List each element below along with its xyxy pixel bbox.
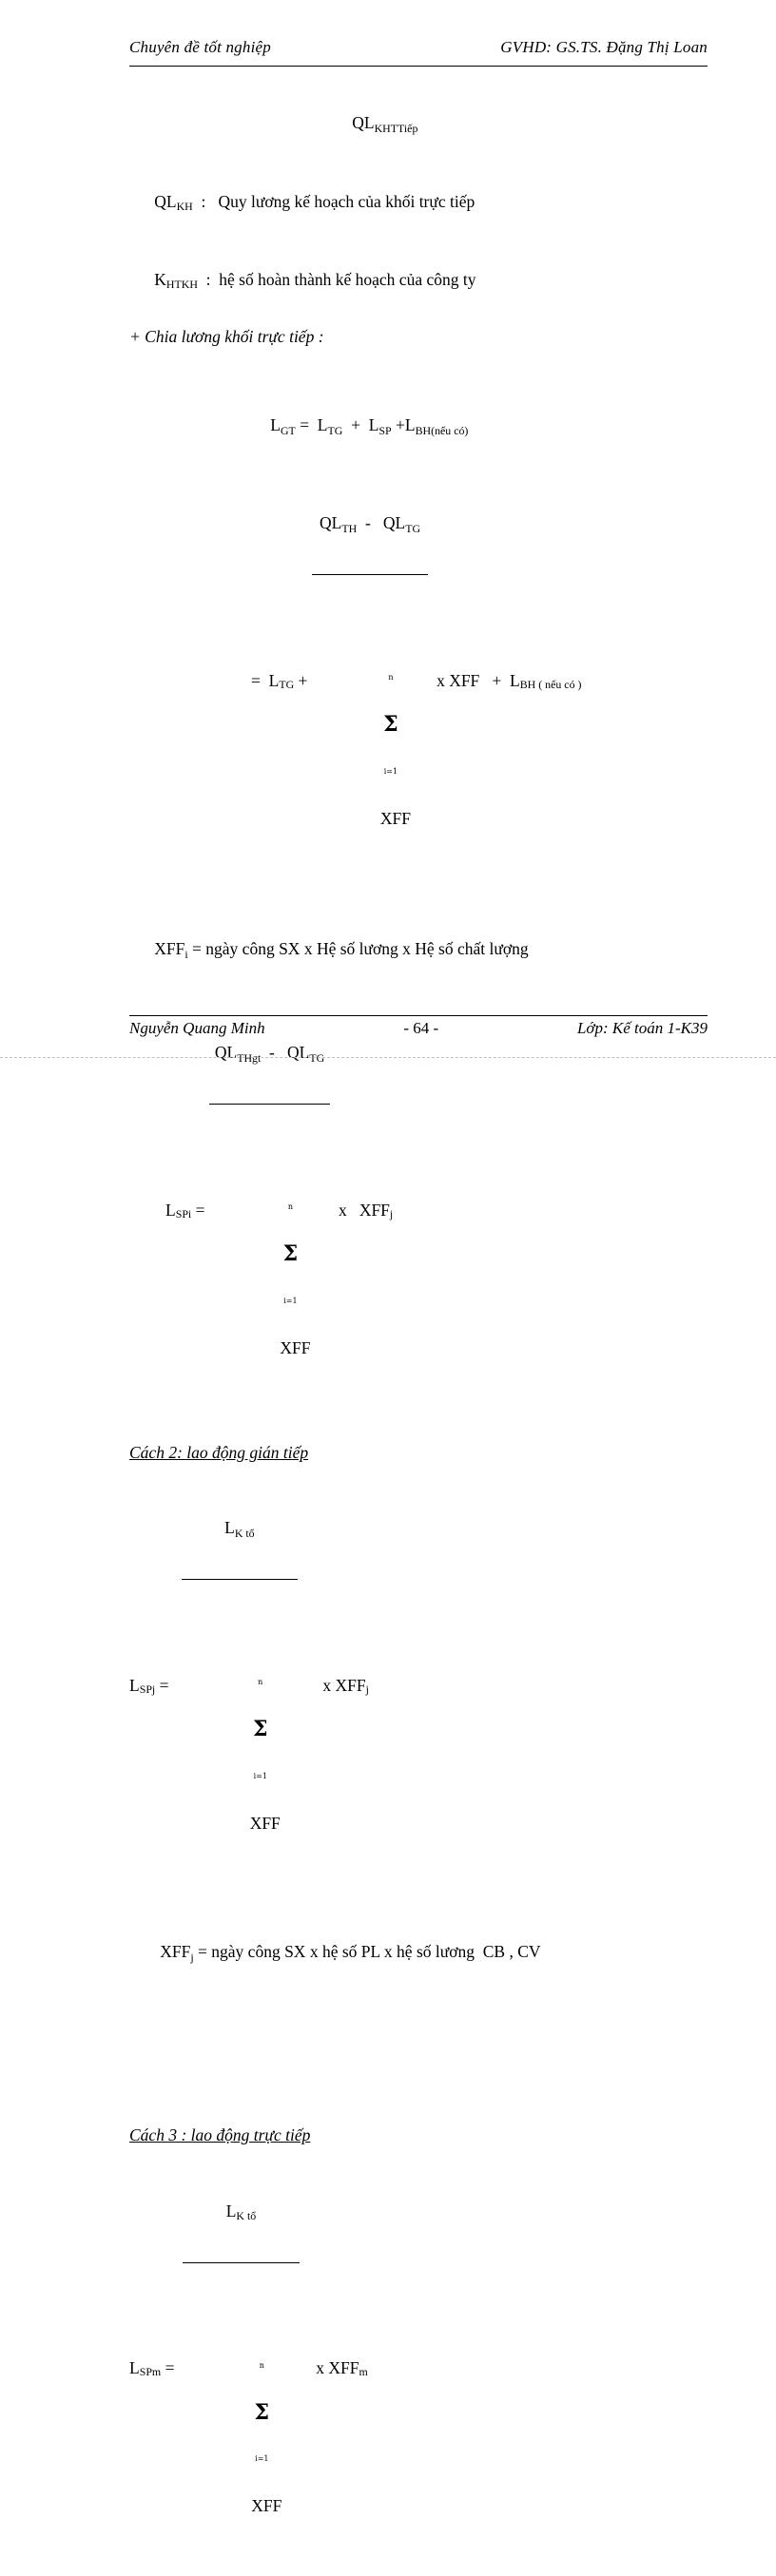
equation2-tg-sub: TG bbox=[279, 677, 295, 691]
equation2-numerator bbox=[312, 513, 429, 534]
sigma-glyph: Σ bbox=[254, 2399, 270, 2425]
equation5-fraction-bar bbox=[183, 2262, 300, 2263]
equation-lgt-lhs: L bbox=[270, 415, 281, 435]
equation4-tail: x XFF bbox=[298, 1676, 366, 1696]
equation5-fraction bbox=[183, 2162, 300, 2576]
equation-lspj bbox=[129, 1478, 708, 1894]
summation-upper-limit: n bbox=[287, 1201, 293, 1211]
header-divider bbox=[129, 66, 708, 67]
equation2-tail2: + L bbox=[479, 670, 520, 690]
equation4-lhs-sub: SPj bbox=[139, 1682, 156, 1696]
equation3-num-b-sub: TG bbox=[309, 1050, 325, 1065]
equation4-den-text: XFF bbox=[249, 1814, 281, 1834]
section-heading-chia-luong: + Chia lương khối trực tiếp : bbox=[129, 327, 324, 347]
sigma-glyph: Σ bbox=[252, 1717, 268, 1742]
definition-xffi-text: = ngày công SX x Hệ số lương x Hệ số chất lượng bbox=[187, 939, 529, 959]
definition-xffj bbox=[129, 1916, 708, 1989]
equation2-denominator bbox=[312, 615, 429, 849]
equation3-lhs-sub: SPi bbox=[175, 1206, 192, 1221]
equation5-denominator bbox=[183, 2303, 300, 2537]
equation3-denominator bbox=[209, 1144, 330, 1378]
definition-qlkh-text: : Quy lương kế hoạch của khối trực tiếp bbox=[192, 191, 475, 211]
summation-upper-limit: n bbox=[388, 672, 394, 682]
page-content bbox=[129, 38, 708, 2576]
page-footer bbox=[129, 1019, 708, 1038]
equation3-num-mid: - QL bbox=[261, 1042, 310, 1062]
equation3-tail: x XFF bbox=[330, 1200, 390, 1220]
footer-page-number: - 64 - bbox=[403, 1019, 439, 1037]
equation4-num-sub: K tổ bbox=[234, 1526, 255, 1540]
equation5-num-sub: K tổ bbox=[236, 2209, 257, 2223]
summation-lower-limit: i=1 bbox=[383, 766, 398, 776]
equation5-tail: x XFF bbox=[299, 2358, 359, 2378]
equation-lgt-tg-sub: TG bbox=[327, 423, 343, 437]
footer-divider bbox=[129, 1015, 708, 1016]
summation-upper-limit: n bbox=[258, 1678, 263, 1687]
equation-lgt-plus1: + L bbox=[342, 415, 379, 435]
equation2-fraction-bar bbox=[312, 574, 429, 575]
equation5-lhs: L bbox=[129, 2358, 140, 2378]
summation-icon bbox=[230, 2329, 294, 2497]
definition-khtkh-text: : hệ số hoàn thành kế hoạch của công ty bbox=[197, 269, 476, 289]
equation-lgt-expanded bbox=[129, 473, 708, 889]
header-right-text: GVHD: GS.TS. Đặng Thị Loan bbox=[500, 38, 708, 56]
section-heading-cach-2: Cách 2: lao động gián tiếp bbox=[129, 1442, 309, 1462]
summation-icon bbox=[228, 1645, 292, 1814]
equation-lgt-plus2: +L bbox=[391, 415, 416, 435]
definition-qlkh bbox=[129, 165, 708, 238]
equation4-fraction bbox=[182, 1478, 299, 1894]
equation5-numerator bbox=[183, 2201, 300, 2222]
equation-lgt-bh-sub: BH(nếu có) bbox=[415, 423, 469, 437]
equation5-lhs-sub: SPm bbox=[139, 2365, 162, 2379]
definition-khtkh-term: K bbox=[154, 269, 166, 289]
equation3-fraction bbox=[209, 1003, 330, 1418]
equation2-num-a: QL bbox=[320, 512, 342, 532]
summation-upper-limit: n bbox=[259, 2360, 264, 2370]
definition-xffj-sub: j bbox=[190, 1951, 194, 1965]
equation2-den-text: XFF bbox=[379, 808, 411, 828]
footer-class: Lớp: Kế toán 1-K39 bbox=[576, 1019, 708, 1037]
definition-qlkh-sub: KH bbox=[176, 200, 193, 214]
equation5-eq: = bbox=[161, 2358, 184, 2378]
equation3-lhs: L bbox=[165, 1200, 176, 1220]
definition-xffi bbox=[129, 913, 708, 986]
equation3-fraction-bar bbox=[209, 1104, 330, 1105]
equation3-num-a-sub: THgt bbox=[237, 1050, 262, 1065]
equation4-numerator bbox=[182, 1518, 299, 1539]
equation4-eq: = bbox=[155, 1676, 182, 1696]
equation4-tail-sub: j bbox=[365, 1682, 369, 1696]
definition-xffj-term: XFF bbox=[160, 1942, 191, 1962]
equation-lgt-eq: = L bbox=[295, 415, 328, 435]
definition-xffj-text: = ngày công SX x hệ số PL x hệ số lương CB , CV bbox=[193, 1942, 541, 1962]
summation-icon bbox=[259, 1170, 322, 1338]
equation4-fraction-bar bbox=[182, 1579, 299, 1580]
definition-khtkh-sub: HTKH bbox=[165, 278, 198, 292]
equation2-num-mid: - QL bbox=[357, 512, 406, 532]
equation2-tail2-sub: BH ( nếu có ) bbox=[519, 677, 582, 691]
equation5-tail-sub: m bbox=[359, 2365, 368, 2379]
equation2-num-b-sub: TG bbox=[405, 521, 421, 535]
section-heading-cach-3: Cách 3 : lao động trực tiếp bbox=[129, 2125, 311, 2145]
equation2-plus: + bbox=[294, 670, 312, 690]
equation-lspm bbox=[129, 2162, 708, 2576]
equation3-numerator bbox=[209, 1043, 330, 1064]
equation2-num-a-sub: TH bbox=[341, 521, 358, 535]
footer-author: Nguyễn Quang Minh bbox=[129, 1019, 265, 1037]
equation-lgt bbox=[129, 390, 708, 462]
formula-qlkhttiep-sub: KHTTiếp bbox=[374, 122, 418, 136]
formula-qlkhttiep bbox=[129, 87, 708, 160]
equation5-den-text: XFF bbox=[251, 2496, 282, 2516]
sigma-glyph: Σ bbox=[383, 711, 398, 737]
page-bottom-edge bbox=[0, 1057, 776, 1058]
summation-lower-limit: i=1 bbox=[253, 1772, 267, 1781]
equation2-eq: = L bbox=[251, 670, 280, 690]
summation-lower-limit: i=1 bbox=[255, 2454, 269, 2464]
equation3-tail-sub: j bbox=[389, 1206, 394, 1221]
equation-lgt-lhs-sub: GT bbox=[280, 423, 296, 437]
equation-lspi bbox=[129, 1003, 708, 1418]
equation4-denominator bbox=[182, 1620, 299, 1854]
definition-xffi-term: XFF bbox=[154, 939, 185, 959]
equation4-lhs: L bbox=[129, 1676, 140, 1696]
equation3-num-a: QL bbox=[214, 1042, 238, 1062]
page-header bbox=[129, 38, 708, 57]
summation-lower-limit: i=1 bbox=[283, 1296, 298, 1305]
equation4-num: L bbox=[224, 1518, 235, 1538]
summation-icon bbox=[359, 641, 423, 809]
equation5-num: L bbox=[225, 2201, 237, 2220]
sigma-glyph: Σ bbox=[282, 1240, 299, 1266]
equation3-eq: = bbox=[191, 1200, 209, 1220]
definition-xffi-sub: i bbox=[184, 947, 188, 961]
equation3-den-text: XFF bbox=[280, 1337, 311, 1357]
definition-qlkh-term: QL bbox=[154, 191, 177, 211]
definition-khtkh bbox=[129, 243, 708, 316]
equation2-tail: x XFF bbox=[428, 670, 480, 690]
equation-lgt-sp-sub: SP bbox=[378, 423, 392, 437]
formula-qlkhttiep-base: QL bbox=[352, 113, 375, 133]
header-left-text: Chuyên đề tốt nghiệp bbox=[129, 38, 271, 56]
equation2-fraction bbox=[312, 473, 429, 889]
